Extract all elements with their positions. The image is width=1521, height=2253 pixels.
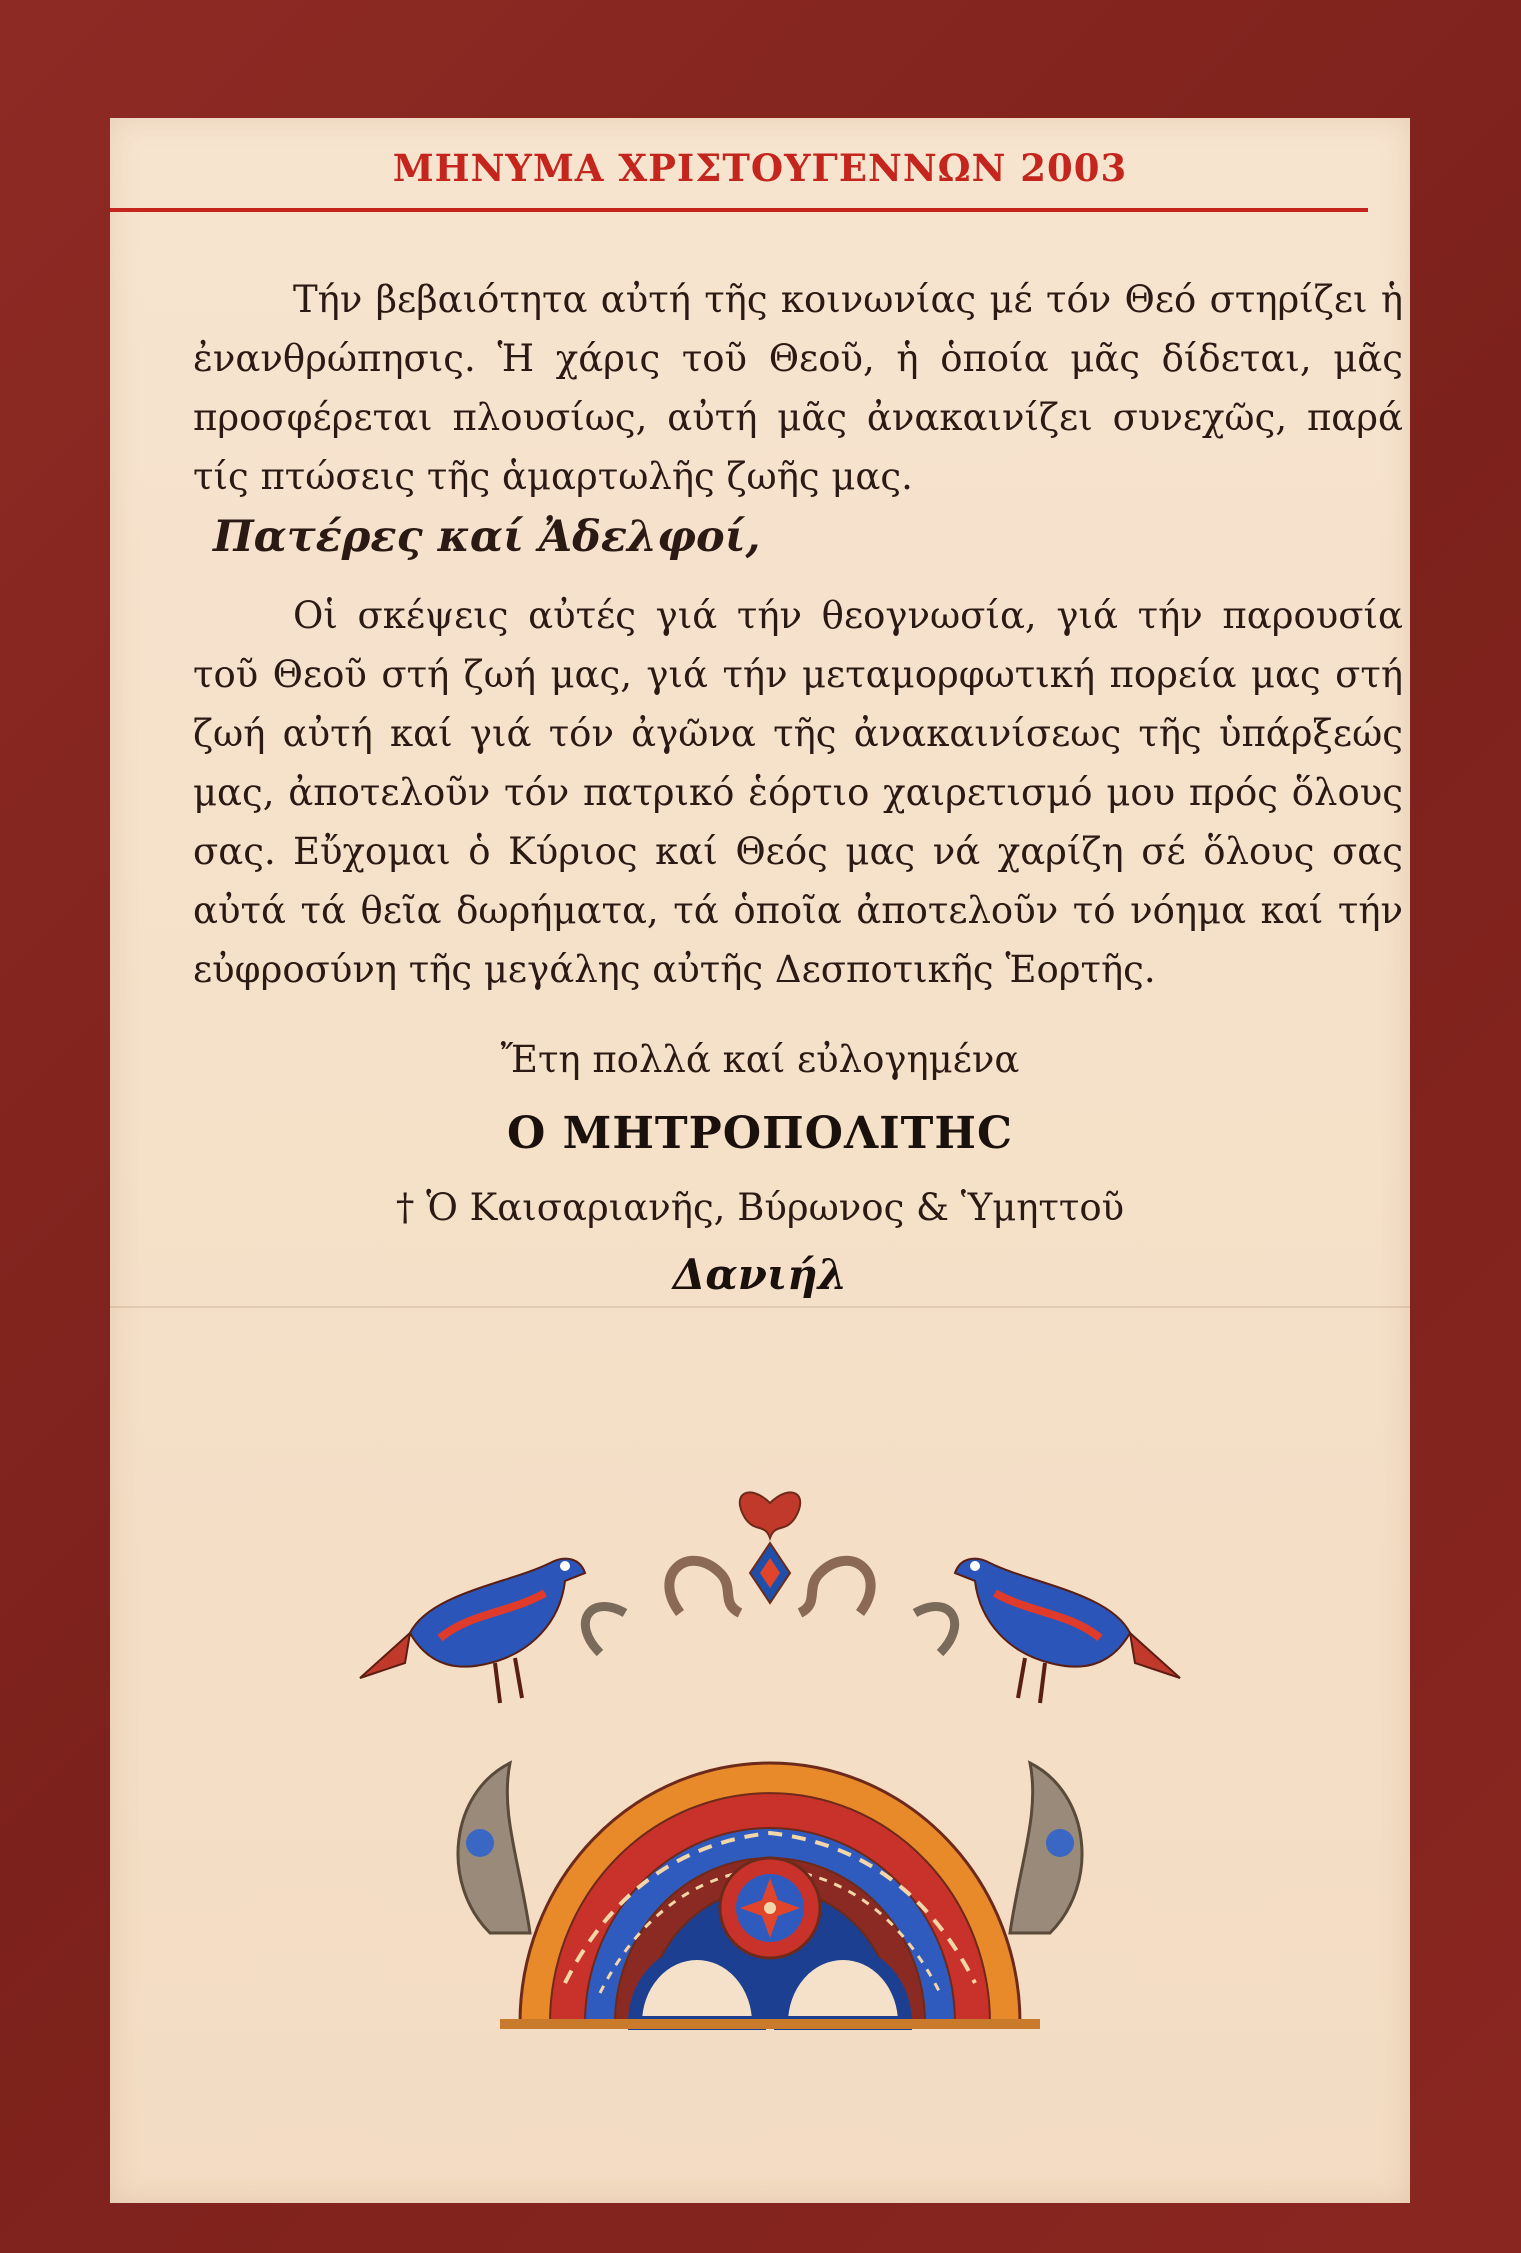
right-bird-icon [955,1559,1180,1703]
title-rule [110,208,1368,212]
card-title: ΜΗΝΥΜΑ ΧΡΙΣΤΟΥΓΕΝΝΩΝ 2003 [392,146,1128,190]
paragraph-1: Τήν βεβαιότητα αὐτή τῆς κοινωνίας μέ τόν Θεό στηρίζει ἡ ἐνανθρώπησις. Ἡ χάρις τοῦ Θεοῦ, ἡ ὁποία μᾶς δίδεται, μᾶς προσφέρεται πλουσίως, αὐτή μᾶς ἀνακαινίζει συνεχῶς, παρά τίς πτώσεις τῆς ἁμαρτωλῆς ζωῆς μας. [193,278,1403,498]
arch-icon [500,1763,1040,2029]
paragraph-3: Εὔχομαι ὁ Κύριος καί Θεός μας νά χαρίζη σέ ὅλους σας αὐτά τά θεῖα δωρήματα, τά ὁποῖα ἀποτελοῦν τό νόημα καί τήν εὐφροσύνη τῆς μεγάλης αὐτῆς Δεσποτικῆς Ἑορτῆς. [193,830,1403,991]
signature: Δανιήλ [672,1250,848,1299]
byzantine-arch-with-birds-icon [350,1463,1190,2043]
salutation: Πατέρες καί Ἀδελφοί, [213,512,761,562]
left-bird-icon [360,1559,585,1703]
card-paper [110,118,1410,2203]
paragraph-2: Οἱ σκέψεις αὐτές γιά τήν θεογνωσία, γιά τήν παρουσία τοῦ Θεοῦ στή ζωή μας, γιά τήν μεταμορφωτική πορεία μας στή ζωή αὐτή καί γιά τόν ἀγῶνα τῆς ἀνακαινίσεως τῆς ὑπάρξεώς μας, ἀποτελοῦν τόν πατρικό ἑόρτιο χαιρετισμό μου πρός ὅλους σας. [193,594,1403,873]
floral-crest-icon [585,1492,954,1653]
closing-wish: Ἔτη πολλά καί εὐλογημένα [500,1038,1020,1081]
fold-line [110,1306,1410,1308]
diocese-line: † Ὁ Καισαριανῆς, Βύρωνος & Ὑμηττοῦ [395,1186,1125,1229]
signatory-title: Ο ΜΗΤΡΟΠΟΛΙΤΗC [506,1108,1013,1159]
